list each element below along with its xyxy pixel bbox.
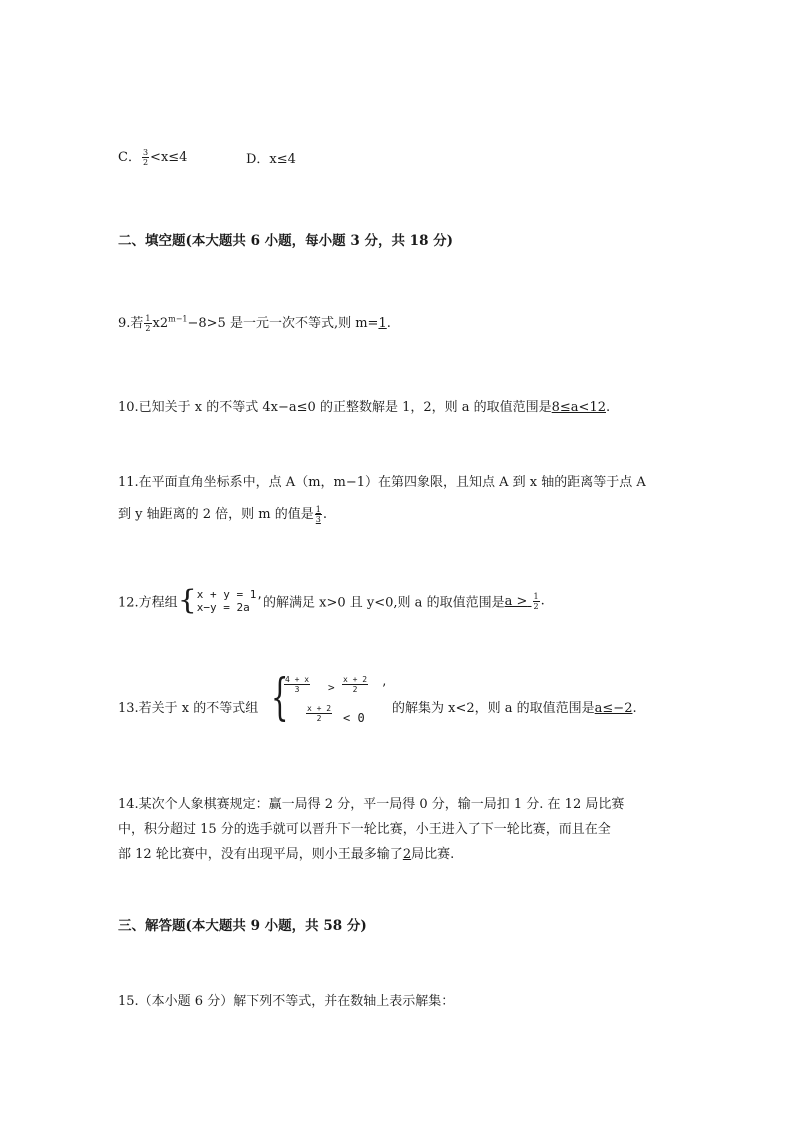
option-c-fraction: $\frac{3}{2}$ xyxy=(142,148,149,167)
question-15: 15.（本小题 6 分）解下列不等式，并在数轴上表示解集： xyxy=(118,994,455,1009)
option-d: D．x≤4 xyxy=(246,152,296,167)
q10-answer: 8≤a<12 xyxy=(551,400,606,415)
q9-fraction: $\frac{1}{2}$ xyxy=(145,314,151,333)
question-11-line-2: 到 y 轴距离的 2 倍，则 m 的值是 $\frac{1}{3}$ . xyxy=(118,505,327,524)
question-13-prefix: 13.若关于 x 的不等式组 xyxy=(118,701,259,716)
question-14-line-3: 部 12 轮比赛中，没有出现平局，则小王最多输了2局比赛. xyxy=(118,847,455,862)
q13-brace: { xyxy=(271,668,289,726)
option-c-text: <x≤4 xyxy=(150,150,188,165)
q13-system: $\frac{4 + x}{3}$ > $\frac{x + 2}{2}$ $\frac{x + 2}{2}$ < 0 xyxy=(285,675,368,725)
question-10: 10.已知关于 x 的不等式 4x−a≤0 的正整数解是 1，2，则 a 的取值范围是8≤a<12. xyxy=(118,400,611,415)
q12-answer: a > $\frac{1}{2}$ xyxy=(504,591,539,611)
question-12: 12.方程组{ x + y = 1, x−y = 2a 的解满足 x>0 且 y<0,则 a 的取值范围是a > $\frac{1}{2}$ . xyxy=(118,584,545,617)
question-14-line-2: 中，积分超过 15 分的选手就可以晋升下一轮比赛，小王进入了下一轮比赛，而且在全 xyxy=(118,822,611,837)
q9-answer: 1 xyxy=(378,316,387,331)
q13-answer: a≤−2 xyxy=(594,701,633,716)
section-2-heading: 二、填空题(本大题共 6 小题，每小题 3 分，共 18 分) xyxy=(118,233,454,249)
q14-answer: 2 xyxy=(402,847,412,862)
q11-answer: $\frac{1}{3}$ xyxy=(315,505,321,524)
question-9: 9.若 $\frac{1}{2}$ $x2^{m-1}-8>5$ 是一元一次不等式,则 m=1. xyxy=(118,314,391,333)
option-c-label: C． xyxy=(118,150,141,165)
q12-system: x + y = 1, x−y = 2a xyxy=(196,588,264,614)
question-11-line-1: 11.在平面直角坐标系中，点 A（m，m−1）在第四象限，且知点 A 到 x 轴的距离等于点 A xyxy=(118,475,646,490)
section-3-heading: 三、解答题(本大题共 9 小题，共 58 分) xyxy=(118,918,367,934)
question-14-line-1: 14.某次个人象棋赛规定：赢一局得 2 分，平一局得 0 分，输一局扣 1 分. 在 12 局比赛 xyxy=(118,797,625,812)
question-13-rest: 的解集为 x<2，则 a 的取值范围是a≤−2. xyxy=(392,701,637,716)
option-c xyxy=(118,146,187,167)
